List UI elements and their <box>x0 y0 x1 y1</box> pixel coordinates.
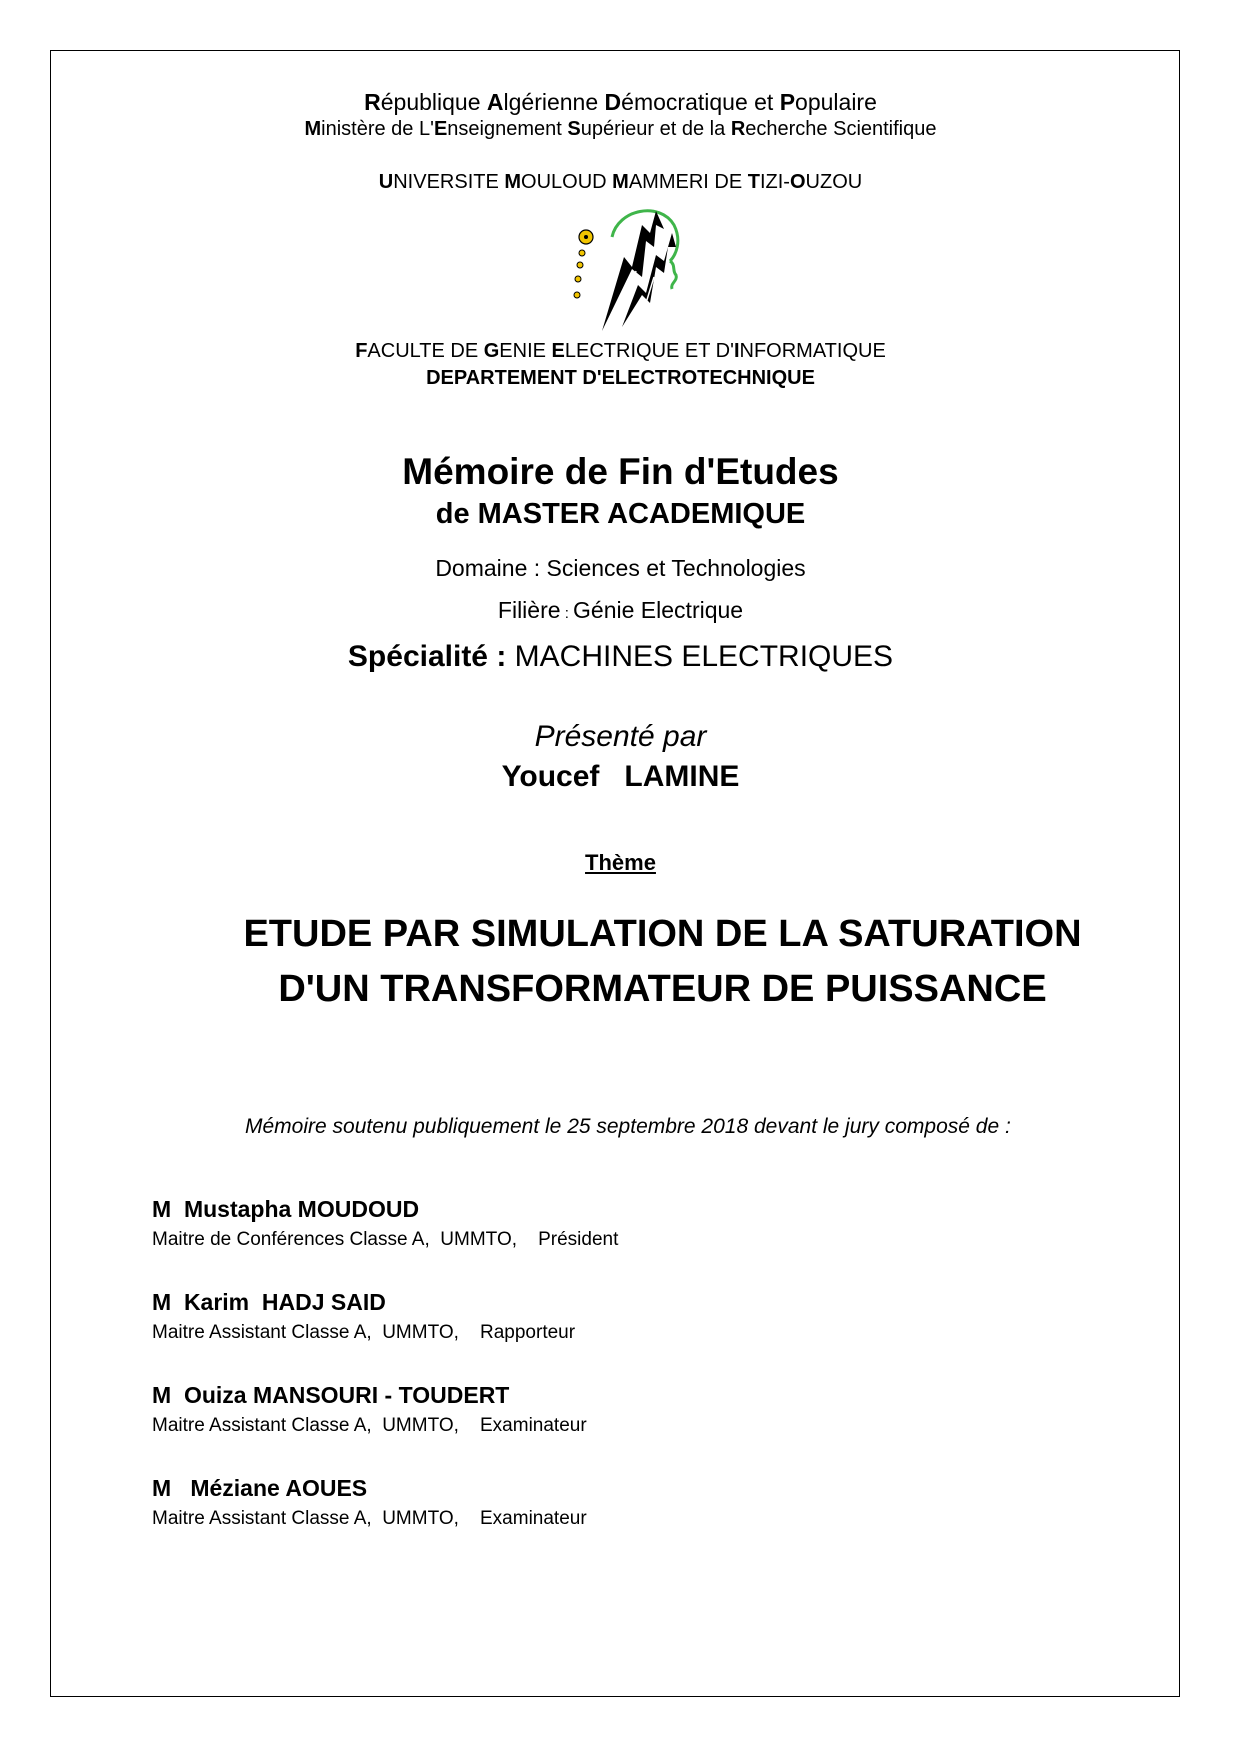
author-name: Youcef LAMINE <box>501 760 740 793</box>
university-logo-icon <box>572 203 698 337</box>
jury-member <box>152 1196 618 1251</box>
specialite-line: Spécialité : MACHINES ELECTRIQUES <box>347 640 894 673</box>
domaine-line: Domaine : Sciences et Technologies <box>435 555 806 581</box>
jury-member-role: Maitre de Conférences Classe A, UMMTO, Président <box>152 1229 619 1250</box>
university-line: UNIVERSITE MOULOUD MAMMERI DE TIZI-OUZOU <box>378 171 863 193</box>
memoire-subtitle: de MASTER ACADEMIQUE <box>435 498 806 530</box>
jury-member-role: Maitre Assistant Classe A, UMMTO, Examinateur <box>152 1415 587 1436</box>
theme-label: Thème <box>585 850 656 875</box>
memoire-title: Mémoire de Fin d'Etudes <box>402 451 839 492</box>
department-line: DEPARTEMENT D'ELECTROTECHNIQUE <box>426 367 815 389</box>
jury-member-role: Maitre Assistant Classe A, UMMTO, Examinateur <box>152 1508 587 1529</box>
jury-member-role: Maitre Assistant Classe A, UMMTO, Rapporteur <box>152 1322 576 1343</box>
theme-title <box>0 907 1241 1017</box>
jury-member <box>152 1475 587 1530</box>
presented-by-label: Présenté par <box>534 720 707 753</box>
jury-member <box>152 1289 575 1344</box>
ministry-line: Ministère de L'Enseignement Supérieur et de la Recherche Scientifique <box>304 118 937 140</box>
jury-member-name: M Ouiza MANSOURI - TOUDERT <box>152 1382 510 1408</box>
theme-line-1: ETUDE PAR SIMULATION DE LA SATURATION <box>243 913 1082 955</box>
jury-member-name: M Karim HADJ SAID <box>152 1289 386 1315</box>
republic-line: République Algérienne Démocratique et Populaire <box>364 89 877 115</box>
filiere-line: Filière : Génie Electrique <box>497 597 744 623</box>
defense-statement: Mémoire soutenu publiquement le 25 septembre 2018 devant le jury composé de : <box>245 1115 1011 1138</box>
jury-member-name: M Méziane AOUES <box>152 1475 368 1501</box>
faculty-line: FACULTE DE GENIE ELECTRIQUE ET D'INFORMATIQUE <box>355 340 886 362</box>
jury-member-name: M Mustapha MOUDOUD <box>152 1196 420 1222</box>
theme-line-2: D'UN TRANSFORMATEUR DE PUISSANCE <box>278 968 1047 1010</box>
jury-member <box>152 1382 587 1437</box>
